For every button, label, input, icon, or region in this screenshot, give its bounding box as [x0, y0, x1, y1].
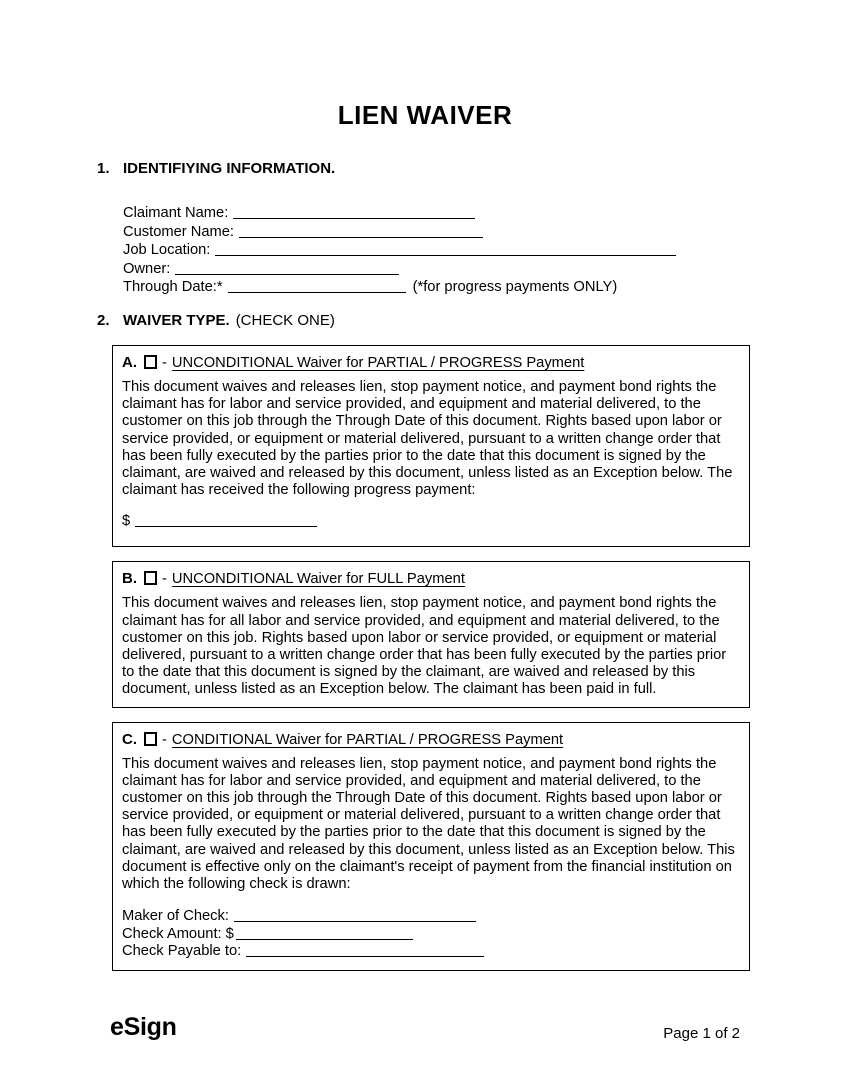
esign-logo: eSign: [110, 1013, 177, 1041]
section-2-heading: [97, 312, 753, 330]
section-1-title: IDENTIFIYING INFORMATION.: [123, 160, 336, 177]
option-c-check-fields: [122, 908, 740, 961]
owner-label: Owner:: [123, 260, 171, 277]
field-row-owner: [123, 260, 753, 279]
option-b-dash: -: [162, 571, 167, 588]
maker-of-check-input[interactable]: [234, 917, 476, 922]
dollar-sign: $: [122, 513, 131, 530]
owner-input[interactable]: [175, 270, 399, 275]
option-b-letter: B.: [122, 570, 137, 588]
waiver-option-a-header: [122, 353, 740, 373]
field-row-customer-name: [123, 223, 753, 242]
progress-payment-amount-input[interactable]: [135, 522, 317, 527]
maker-of-check-label: Maker of Check:: [122, 908, 229, 925]
check-payable-to-input[interactable]: [246, 952, 484, 957]
waiver-option-c-header: [122, 730, 740, 750]
field-row-maker-of-check: [122, 908, 740, 926]
section-2-number: 2.: [97, 311, 110, 329]
option-b-title: UNCONDITIONAL Waiver for FULL Payment: [171, 571, 465, 588]
identifying-fields: [123, 204, 753, 297]
option-c-body-text: This document waives and releases lien, stop payment notice, and payment bond rights the claimant has for labor and service provided, and equipment and material delivered, to the customer on this job through the Through Date of this document. Rights based upon labor or service provided, or equipment or material delivered, pursuant to a written change order that has been fully executed by the parties prior to the date that this document is signed by the claimant, are waived and released by this document, unless listed as an Exception below. This document is effective only on the claimant's receipt of payment from the financial institution on which the following check is drawn:: [122, 755, 735, 893]
section-2-title: WAIVER TYPE.: [123, 311, 230, 329]
waiver-option-b-header: [122, 569, 740, 589]
check-amount-label: Check Amount: $: [122, 925, 234, 942]
field-row-check-payable-to: [122, 943, 740, 961]
option-a-letter: A.: [122, 353, 137, 371]
check-amount-input[interactable]: [236, 935, 413, 940]
customer-name-input[interactable]: [239, 233, 483, 238]
section-1-number: 1.: [97, 160, 110, 177]
option-a-title: UNCONDITIONAL Waiver for PARTIAL / PROGRESS Payment: [171, 354, 585, 371]
waiver-option-b-box: [112, 561, 750, 707]
field-row-check-amount: [122, 926, 740, 944]
claimant-name-label: Claimant Name:: [123, 205, 229, 221]
document-content: [97, 0, 753, 971]
waiver-option-a-box: [112, 345, 750, 547]
field-row-through-date: [123, 278, 753, 297]
job-location-label: Job Location:: [123, 242, 211, 259]
option-c-dash: -: [162, 731, 167, 748]
option-b-body-text: This document waives and releases lien, stop payment notice, and payment bond rights the claimant has for all labor and service provided, and equipment and material delivered, to the customer on this job. Rights based upon labor or service provided, or equipment or material delivered, pursuant to a written change order that has been fully executed by the parties prior to the date that this document is signed by the claimant, are waived and released by this document, unless listed as an Exception below. The claimant has been paid in full.: [122, 595, 727, 698]
option-b-checkbox[interactable]: [144, 571, 157, 585]
job-location-input[interactable]: [215, 251, 676, 256]
section-1-heading: [97, 160, 753, 178]
field-row-claimant-name: [123, 204, 753, 223]
claimant-name-input[interactable]: [233, 214, 475, 219]
option-a-body-text: This document waives and releases lien, stop payment notice, and payment bond rights the claimant has for labor and service provided, and equipment and material delivered, to the customer on this job through the Through Date of this document. Rights based upon labor or service provided, or equipment or material delivered, pursuant to a written change order that has been fully executed by the parties prior to the date that this document is signed by the claimant, are waived and released by this document, unless listed as an Exception below. The claimant has received the following progress payment:: [122, 378, 733, 499]
through-date-note: (*for progress payments ONLY): [412, 279, 618, 296]
check-payable-to-label: Check Payable to:: [122, 943, 242, 960]
option-c-checkbox[interactable]: [144, 732, 157, 746]
option-c-letter: C.: [122, 730, 137, 748]
option-a-dash: -: [162, 354, 167, 371]
document-title: LIEN WAIVER: [337, 100, 513, 130]
customer-name-label: Customer Name:: [123, 223, 235, 240]
option-c-title: CONDITIONAL Waiver for PARTIAL / PROGRESS Payment: [171, 731, 564, 748]
page-indicator: Page 1 of 2: [663, 1025, 740, 1042]
option-a-checkbox[interactable]: [144, 355, 157, 369]
field-row-job-location: [123, 241, 753, 260]
section-2-instruction: (CHECK ONE): [235, 311, 335, 329]
through-date-input[interactable]: [228, 288, 406, 293]
option-a-amount-row: [122, 512, 740, 530]
through-date-label: Through Date:*: [123, 279, 223, 296]
waiver-option-c-box: [112, 722, 750, 971]
